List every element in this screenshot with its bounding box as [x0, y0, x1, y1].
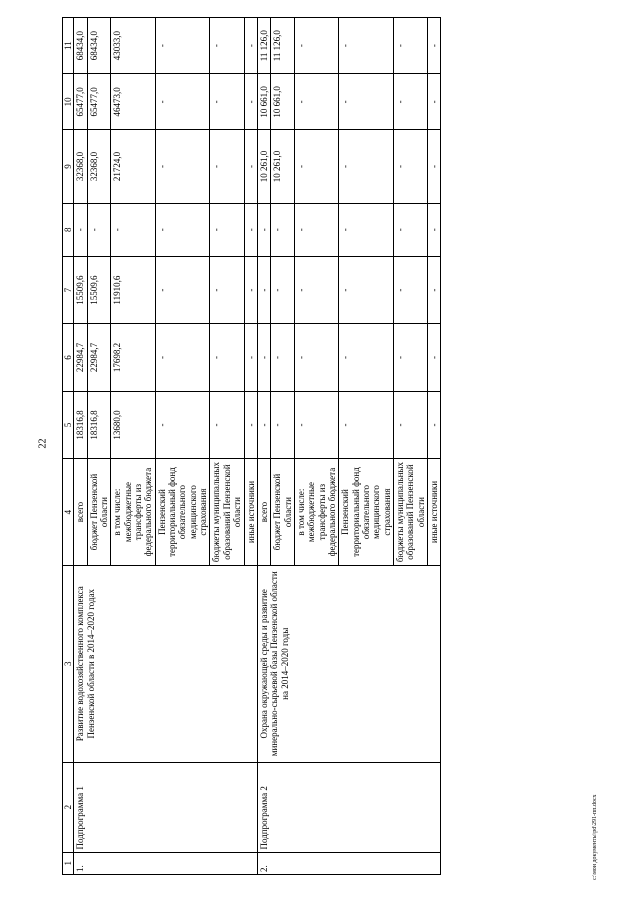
column-number-header: 4	[63, 459, 74, 566]
amount-cell: 10 261,0	[271, 130, 295, 203]
amount-cell: 11 126,0	[271, 18, 295, 74]
amount-cell: 13680,0	[111, 391, 155, 458]
funding-source-cell: бюджеты муниципальных образований Пензенской области	[210, 459, 244, 566]
amount-cell: -	[210, 391, 244, 458]
amount-cell: -	[257, 256, 270, 323]
amount-cell: -	[393, 256, 427, 323]
column-number-header: 5	[63, 391, 74, 458]
funding-source-cell: бюджет Пензенской области	[87, 459, 111, 566]
funding-source-cell: иные источники	[244, 459, 257, 566]
amount-cell: 65477,0	[87, 74, 111, 130]
subprogram-title-cell: Охрана окружающей среды и развитие минерально-сырьевой базы Пензенской области на 2014–2020 годы	[257, 565, 441, 762]
column-number-header: 9	[63, 130, 74, 203]
amount-cell: -	[155, 130, 210, 203]
amount-cell: -	[393, 203, 427, 256]
amount-cell: -	[294, 74, 338, 130]
amount-cell: 11910,6	[111, 256, 155, 323]
rotated-table-frame	[62, 17, 582, 875]
amount-cell: -	[244, 203, 257, 256]
amount-cell: 17698,2	[111, 324, 155, 391]
funding-source-cell: бюджет Пензенской области	[271, 459, 295, 566]
funding-source-cell: Пензенский территориальный фонд обязательного медицинского страхования	[339, 459, 394, 566]
amount-cell: -	[87, 203, 111, 256]
amount-cell: -	[155, 18, 210, 74]
header-row	[63, 18, 74, 875]
amount-cell: -	[428, 391, 441, 458]
amount-cell: -	[244, 130, 257, 203]
amount-cell: -	[294, 130, 338, 203]
amount-cell: 22984,7	[74, 324, 87, 391]
amount-cell: -	[428, 203, 441, 256]
table-row	[257, 18, 270, 875]
column-number-header: 10	[63, 74, 74, 130]
amount-cell: -	[155, 256, 210, 323]
funding-source-cell: бюджеты муниципальных образований Пензенской области	[393, 459, 427, 566]
amount-cell: -	[339, 256, 394, 323]
page-number: 22	[37, 438, 49, 449]
amount-cell: 10 661,0	[257, 74, 270, 130]
amount-cell: 11 126,0	[257, 18, 270, 74]
funding-source-cell: в том числе: межбюджетные трансферты из федерального бюджета	[111, 459, 155, 566]
column-number-header: 1	[63, 852, 74, 874]
funding-table	[62, 17, 441, 875]
amount-cell: 65477,0	[74, 74, 87, 130]
amount-cell: -	[294, 203, 338, 256]
amount-cell: -	[271, 203, 295, 256]
amount-cell: 10 261,0	[257, 130, 270, 203]
amount-cell: -	[428, 74, 441, 130]
amount-cell: -	[294, 18, 338, 74]
column-number-header: 8	[63, 203, 74, 256]
amount-cell: -	[210, 74, 244, 130]
amount-cell: -	[428, 324, 441, 391]
amount-cell: 18316,8	[87, 391, 111, 458]
column-number-header: 2	[63, 762, 74, 852]
funding-source-cell: Пензенский территориальный фонд обязательного медицинского страхования	[155, 459, 210, 566]
amount-cell: -	[339, 74, 394, 130]
amount-cell: 68434,0	[87, 18, 111, 74]
amount-cell: -	[339, 203, 394, 256]
amount-cell: -	[428, 130, 441, 203]
amount-cell: -	[155, 74, 210, 130]
amount-cell: -	[257, 391, 270, 458]
amount-cell: -	[244, 256, 257, 323]
amount-cell: -	[210, 256, 244, 323]
amount-cell: -	[244, 18, 257, 74]
amount-cell: 32368,0	[87, 130, 111, 203]
amount-cell: -	[271, 256, 295, 323]
amount-cell: 15509,6	[74, 256, 87, 323]
amount-cell: -	[244, 324, 257, 391]
amount-cell: -	[294, 324, 338, 391]
amount-cell: -	[244, 74, 257, 130]
amount-cell: -	[210, 130, 244, 203]
amount-cell: 22984,7	[87, 324, 111, 391]
amount-cell: -	[393, 74, 427, 130]
subprogram-title-cell: Развитие водохозяйственного комплекса Пензенской области в 2014–2020 годах	[74, 565, 258, 762]
amount-cell: -	[393, 391, 427, 458]
column-number-header: 7	[63, 256, 74, 323]
amount-cell: -	[339, 130, 394, 203]
amount-cell: -	[74, 203, 87, 256]
amount-cell: 18316,8	[74, 391, 87, 458]
column-number-header: 3	[63, 565, 74, 762]
amount-cell: -	[257, 324, 270, 391]
amount-cell: -	[428, 256, 441, 323]
subprogram-name-cell: Подпрограмма 1	[74, 762, 258, 852]
amount-cell: -	[339, 391, 394, 458]
amount-cell: -	[155, 203, 210, 256]
amount-cell: 21724,0	[111, 130, 155, 203]
amount-cell: -	[393, 324, 427, 391]
funding-source-cell: всего	[257, 459, 270, 566]
amount-cell: -	[428, 18, 441, 74]
funding-source-cell: в том числе: межбюджетные трансферты из федерального бюджета	[294, 459, 338, 566]
row-number-cell: 1.	[74, 852, 258, 874]
amount-cell: -	[257, 203, 270, 256]
amount-cell: 68434,0	[74, 18, 87, 74]
amount-cell: -	[244, 391, 257, 458]
funding-source-cell: всего	[74, 459, 87, 566]
amount-cell: -	[294, 256, 338, 323]
amount-cell: 46473,0	[111, 74, 155, 130]
amount-cell: -	[339, 324, 394, 391]
column-number-header: 6	[63, 324, 74, 391]
table-container	[62, 17, 582, 875]
amount-cell: 43033,0	[111, 18, 155, 74]
amount-cell: -	[155, 324, 210, 391]
amount-cell: -	[210, 203, 244, 256]
amount-cell: 10 661,0	[271, 74, 295, 130]
amount-cell: -	[271, 324, 295, 391]
amount-cell: -	[393, 18, 427, 74]
amount-cell: 32368,0	[74, 130, 87, 203]
footer-file-path: c:\мои документы\pd\291-пп.docx	[592, 794, 598, 880]
amount-cell: -	[111, 203, 155, 256]
amount-cell: -	[339, 18, 394, 74]
column-number-header: 11	[63, 18, 74, 74]
amount-cell: -	[155, 391, 210, 458]
funding-source-cell: иные источники	[428, 459, 441, 566]
row-number-cell: 2.	[257, 852, 441, 874]
amount-cell: 15509,6	[87, 256, 111, 323]
subprogram-name-cell: Подпрограмма 2	[257, 762, 441, 852]
amount-cell: -	[210, 324, 244, 391]
amount-cell: -	[393, 130, 427, 203]
amount-cell: -	[294, 391, 338, 458]
amount-cell: -	[271, 391, 295, 458]
amount-cell: -	[210, 18, 244, 74]
table-row	[74, 18, 87, 875]
